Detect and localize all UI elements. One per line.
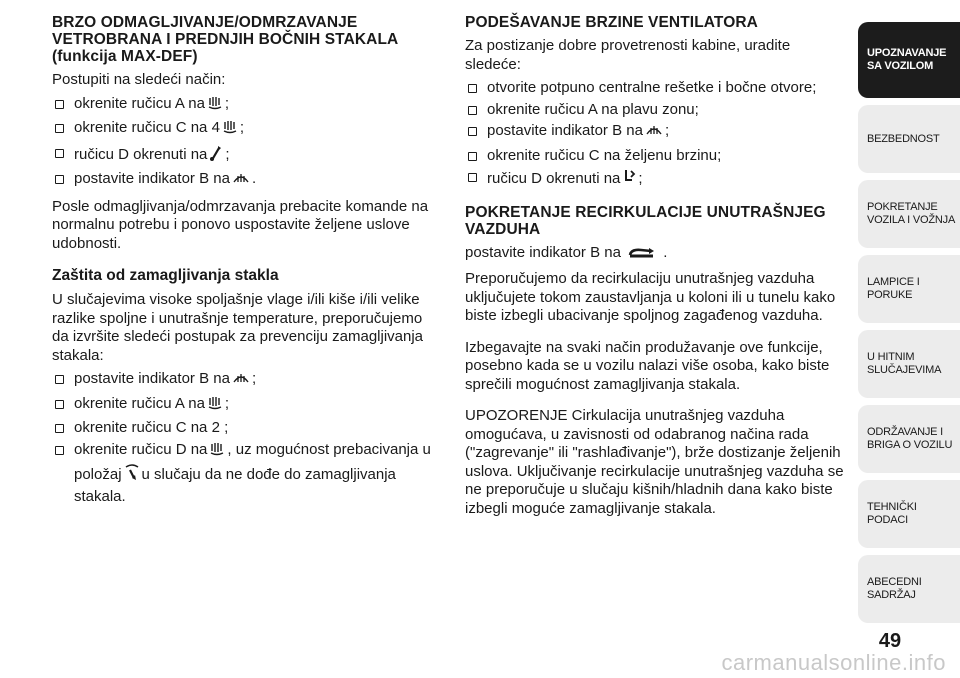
sidebar-tab-label: BEZBEDNOST xyxy=(867,132,940,145)
sidebar-tab-label: U HITNIM SLUČAJEVIMA xyxy=(867,351,942,376)
windscreen-airflow-icon xyxy=(209,144,223,168)
max-def-step-item xyxy=(52,144,432,168)
sidebar-tab-label: POKRETANJE VOZILA I VOŽNJA xyxy=(867,201,956,226)
step-text: okrenite ručicu C na željenu brzinu; xyxy=(487,146,722,164)
max-def-steps xyxy=(52,95,432,192)
recirc-para-2: Izbegavajte na svaki način produžavanje ove funkcije, posebno kada se u vozilu nalazi više osoba, kako biste sprečili mogućnost zamagljivanja stakala. xyxy=(465,338,830,393)
fan-speed-heading: PODEŠAVANJE BRZINE VENTILATORA xyxy=(465,14,758,31)
step-text: otvorite potpuno centralne rešetke i bočne otvore; xyxy=(487,79,817,96)
fan-steps xyxy=(465,79,850,192)
fan-red-zone-icon xyxy=(222,119,238,141)
recirculation-heading: POKRETANJE RECIRKULACIJE UNUTRAŠNJEG VAZDUHA xyxy=(465,203,826,238)
chapter-sidebar xyxy=(858,22,960,630)
sidebar-tab-u-hitnim-slu-ajevima[interactable] xyxy=(858,330,960,398)
watermark: carmanualsonline.info xyxy=(721,650,946,675)
left-column xyxy=(52,14,432,512)
sidebar-tab-label: ODRŽAVANJE I BRIGA O VOZILU xyxy=(867,426,953,451)
step-text-after: ; xyxy=(251,370,257,387)
fan-red-zone-icon xyxy=(207,395,223,417)
step-text: okrenite ručicu C na 2 ; xyxy=(74,419,229,436)
fan-step-item xyxy=(465,101,850,120)
step-text: okrenite ručicu D na xyxy=(74,440,208,458)
step-text-after: ; xyxy=(239,119,245,136)
sidebar-tab-label: ABECEDNI SADRŽAJ xyxy=(867,576,922,601)
sidebar-tab-tehni-ki-podaci[interactable] xyxy=(858,480,960,548)
step-text: ručicu D okrenuti na xyxy=(74,145,208,163)
anti-fog-steps xyxy=(52,370,432,506)
windscreen-feet-icon xyxy=(124,462,140,488)
fresh-air-icon xyxy=(232,370,250,392)
step-text: ručicu D okrenuti na xyxy=(487,170,621,187)
step-text: okrenite ručicu A na xyxy=(74,94,205,112)
step-text-after: ; xyxy=(224,394,230,412)
sidebar-tab-lampice-i-poruke[interactable] xyxy=(858,255,960,323)
warning-text: UPOZORENJE Cirkulacija unutrašnjeg vazduha omogućava, u zavisnosti od odabranog načina rada ("zagrevanje" ili "rashlađivanje"), brže dostizanje željenih uslova. Uključivanje recirkulacije unutrašnjeg vazduha se ne preporučuje u slučaju kišnih/hladnih dana kako biste izbegli moguće zamagljivanje stakala. xyxy=(465,407,844,517)
step-text: okrenite ručicu C na 4 xyxy=(74,119,220,136)
anti-fog-step-item xyxy=(52,441,432,507)
fresh-air-icon xyxy=(645,122,663,144)
recirc-after-text: . xyxy=(663,243,668,261)
step-text-after: . xyxy=(251,170,257,187)
max-def-step-item xyxy=(52,170,432,192)
fan-intro: Za postizanje dobre provetrenosti kabine, uradite sledeće: xyxy=(465,37,791,73)
sidebar-tab-label: UPOZNAVANJE SA VOZILOM xyxy=(867,47,947,72)
fan-step-item xyxy=(465,147,850,166)
fan-step-item xyxy=(465,168,850,192)
step-text-tail: u slučaju da ne dođe do zamagljivanja stakala. xyxy=(74,466,396,505)
page-number: 49 xyxy=(878,630,902,652)
step-text-after: ; xyxy=(638,170,643,187)
anti-fog-step-item xyxy=(52,370,432,392)
sidebar-tab-bezbednost[interactable] xyxy=(858,105,960,173)
fan-red-zone-icon xyxy=(207,95,223,117)
recirc-before-text: postavite indikator B na xyxy=(465,243,621,261)
step-text: postavite indikator B na xyxy=(74,170,230,187)
step-text-after: , uz mogućnost prebacivanja u položaj xyxy=(74,440,431,483)
step-text: okrenite ručicu A na xyxy=(74,394,205,412)
max-def-step-item xyxy=(52,95,432,117)
step-text: okrenite ručicu A na plavu zonu; xyxy=(487,100,699,118)
anti-fog-heading: Zaštita od zamagljivanja stakla xyxy=(52,267,279,284)
anti-fog-step-item xyxy=(52,419,432,438)
recirc-instruction xyxy=(465,244,850,266)
sidebar-tab-abecedni-sadr-aj[interactable] xyxy=(858,555,960,623)
step-text: postavite indikator B na xyxy=(487,122,643,139)
fan-step-item xyxy=(465,79,850,98)
sidebar-tab-label: LAMPICE I PORUKE xyxy=(867,276,920,301)
sidebar-tab-label: TEHNIČKI PODACI xyxy=(867,501,917,526)
face-airflow-icon xyxy=(622,168,636,192)
sidebar-tab-pokretanje-vozila-i-vo-nja[interactable] xyxy=(858,180,960,248)
anti-fog-step-item xyxy=(52,395,432,417)
max-def-step-item xyxy=(52,119,432,141)
recirc-para-1: Preporučujemo da recirkulaciju unutrašnjeg vazduha uključujete tokom zaustavljanja u koloni ili u tunelu kako biste izbegli ubacivanje spoljnog zagađenog vazduha. xyxy=(465,270,836,324)
step-text: postavite indikator B na xyxy=(74,370,230,387)
fresh-air-icon xyxy=(232,170,250,192)
right-column xyxy=(465,14,850,523)
sidebar-tab-odr-avanje-i-briga-o-vozilu[interactable] xyxy=(858,405,960,473)
anti-fog-intro: U slučajevima visoke spoljašnje vlage i/ili kiše i/ili velike razlike spoljne i unutrašnje temperature, preporučujemo da izvršite sledeći postupak za prevenciju zamagljivanja stakala: xyxy=(52,291,424,364)
step-text-after: ; xyxy=(224,94,230,112)
recirculation-icon xyxy=(627,246,657,266)
after-text: Posle odmagljivanja/odmrzavanja prebacite komande na normalnu potrebu i ponovo uspostavite željene uslove udobnosti. xyxy=(52,197,429,252)
fan-red-zone-icon xyxy=(209,441,225,463)
sidebar-tab-upoznavanje-sa-vozilom[interactable] xyxy=(858,22,960,98)
max-def-heading: BRZO ODMAGLJIVANJE/ODMRZAVANJE VETROBRANA I PREDNJIH BOČNIH STAKALA (funkcija MAX-DEF) xyxy=(52,14,398,65)
intro-text: Postupiti na sledeći način: xyxy=(52,71,226,88)
step-text-after: ; xyxy=(225,145,230,163)
fan-step-item xyxy=(465,122,850,144)
step-text-after: ; xyxy=(664,122,670,139)
